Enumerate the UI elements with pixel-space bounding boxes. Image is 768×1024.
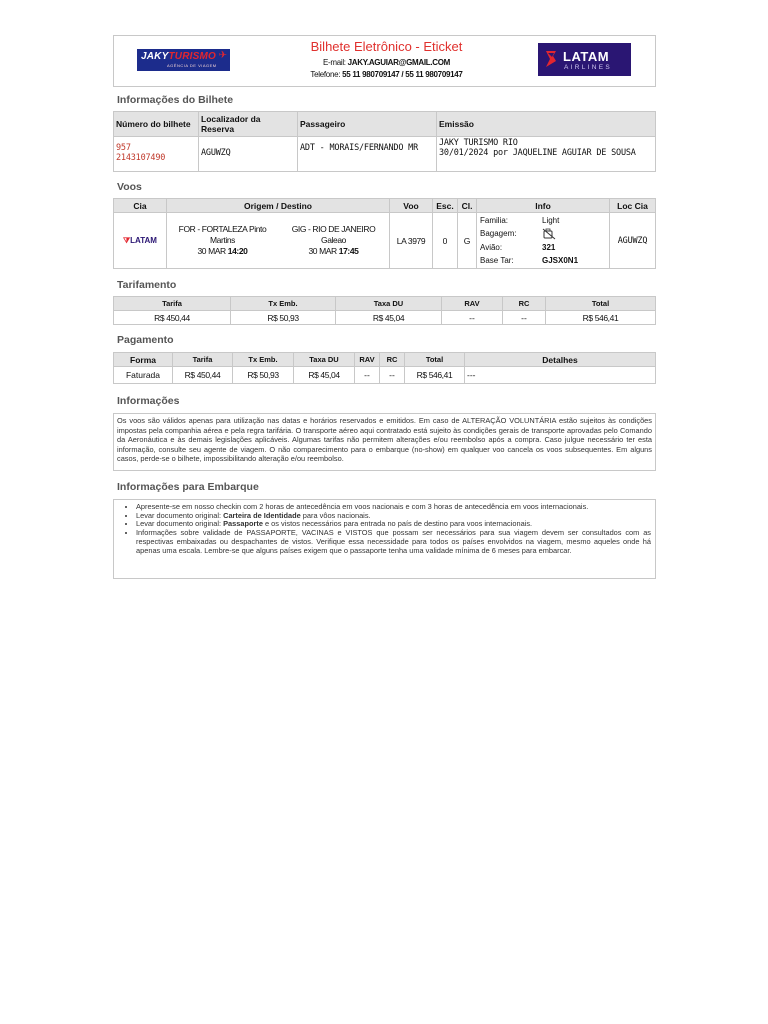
embarque-item-checkin-text: Apresente-se em nosso checkin com 2 horas de antecedência em voos nacionais e com 3 horas de antecedência em voos internacionais.: [136, 502, 589, 511]
flight-loc-cia: AGUWZQ: [610, 213, 656, 269]
aircraft-label: Avião:: [480, 242, 503, 252]
embarque-item-passaporte-post: e os vistos necessários para entrada no país de destino para voos internacionais.: [262, 519, 533, 529]
th-flight: Voo: [390, 199, 433, 213]
flight-info: [477, 213, 610, 269]
destination-date: 30 MAR: [308, 246, 339, 256]
header-email-line: [264, 58, 509, 67]
fare-taxa-du: R$ 45,04: [336, 311, 442, 325]
payment-rc: --: [380, 367, 405, 384]
payment-tx-emb: R$ 50,93: [233, 367, 294, 384]
flight-row: [114, 213, 656, 269]
no-baggage-icon: [542, 228, 556, 240]
flight-cia-name: LATAM: [130, 236, 157, 245]
th-emission: Emissão: [437, 112, 656, 137]
jaky-logo-text: [141, 51, 216, 62]
ticket-header: [113, 35, 656, 87]
embarque-item-identidade-post: para vôos nacionais.: [300, 510, 371, 520]
route-inner: [167, 223, 389, 258]
ticket-number-part2: 2143107490: [116, 153, 166, 163]
header-email: JAKY.AGUIAR@GMAIL.COM: [347, 58, 451, 67]
th-ticket-number: Número do bilhete: [114, 112, 199, 137]
informacoes-box: [113, 413, 656, 471]
family-label: Familia:: [480, 215, 509, 225]
latam-logo-sub: AIRLINES: [564, 64, 613, 71]
th-stops: Esc.: [433, 199, 458, 213]
jaky-logo-part2: TURISMO: [168, 51, 216, 62]
embarque-list: [114, 503, 651, 555]
th-payment-rav: RAV: [355, 353, 380, 367]
info-family-row: [480, 214, 606, 228]
th-loc-cia: Loc Cia: [610, 199, 656, 213]
payment-rav: --: [355, 367, 380, 384]
th-rav: RAV: [442, 297, 503, 311]
flight-destination: [278, 223, 389, 258]
informacoes-title: Informações: [117, 395, 180, 407]
th-passenger: Passageiro: [298, 112, 437, 137]
ticket-info-table: [113, 111, 656, 172]
th-payment-tx-emb: Tx Emb.: [233, 353, 294, 367]
info-aircraft-row: [480, 241, 606, 255]
th-payment-details: Detalhes: [465, 353, 656, 367]
emission-agency: JAKY TURISMO RIO: [439, 138, 518, 148]
ticket-info-title: Informações do Bilhete: [117, 94, 234, 106]
destination-datetime: [280, 246, 387, 257]
payment-taxa-du: R$ 45,04: [294, 367, 355, 384]
embarque-box: [113, 499, 656, 579]
latam-small-logo: [123, 236, 157, 245]
plane-icon: ✈: [218, 50, 227, 61]
th-tx-emb: Tx Emb.: [231, 297, 336, 311]
th-taxa-du: Taxa DU: [336, 297, 442, 311]
ticket-passenger: ADT - MORAIS/FERNANDO MR: [298, 137, 437, 172]
informacoes-text: Os voos são válidos apenas para utilização nas datas e horários reservados e emitidos. Em caso de ALTERAÇÃO VOLUNTÁRIA estão sujeitos às condições impostas pela companhia aérea e pela regra tarifária. O transporte aéreo aqui contratado está sujeito às condições gerais de transporte aprovadas pelo Comando da Aeronáutica e às demais legislações aplicáveis. Algumas tarifas não permitem alterações e/ou reembolso após a compra. Caso julgue necessário ter esta informação, consulte seu agente de viagem. O não comparecimento para o embarque (no-show) em qualquer voo cancela os voos subsequentes. Em alguns casos, perde-se o bilhete, impossibilitando alteração e/ou reembolso.: [117, 416, 652, 463]
flight-stops: 0: [433, 213, 458, 269]
fares-title: Tarifamento: [117, 279, 177, 291]
flight-number: LA 3979: [390, 213, 433, 269]
th-payment-rc: RC: [380, 353, 405, 367]
th-cia: Cia: [114, 199, 167, 213]
ticket-number: [114, 137, 199, 172]
th-origin-destination: Origem / Destino: [167, 199, 390, 213]
th-fare: Tarifa: [114, 297, 231, 311]
payment-title: Pagamento: [117, 334, 174, 346]
destination-time: 17:45: [338, 246, 359, 256]
th-rc: RC: [503, 297, 546, 311]
embarque-item-identidade-doc: Carteira de Identidade: [223, 510, 301, 520]
fare-value: R$ 450,44: [114, 311, 231, 325]
fare-family: Light: [542, 215, 560, 225]
flight-route: [167, 213, 390, 269]
payment-details: ---: [465, 367, 656, 384]
th-locator: Localizador da Reserva: [199, 112, 298, 137]
fare-rc: --: [503, 311, 546, 325]
header-phone: 55 11 980709147 / 55 11 980709147: [342, 70, 463, 79]
flight-class: G: [458, 213, 477, 269]
flights-table: [113, 198, 656, 269]
fares-table: [113, 296, 656, 325]
flight-cia: [114, 213, 167, 269]
origin-datetime: [169, 246, 276, 257]
fare-rav: --: [442, 311, 503, 325]
ticket-header-wrapper: [113, 35, 656, 87]
base-label: Base Tar:: [480, 256, 514, 265]
origin-time: 14:20: [227, 246, 248, 256]
embarque-title: Informações para Embarque: [117, 481, 259, 493]
embarque-item-identidade-pre: Levar documento original:: [136, 510, 224, 520]
payment-total: R$ 546,41: [405, 367, 465, 384]
embarque-item-validade: [136, 529, 651, 555]
destination-airport: GIG - RIO DE JANEIRO Galeao: [291, 224, 376, 245]
latam-airlines-logo: [538, 43, 631, 76]
embarque-item-passaporte-doc: Passaporte: [223, 519, 263, 529]
flights-title: Voos: [117, 181, 142, 193]
emission-date-agent: 30/01/2024 por JAQUELINE AGUIAR DE SOUSA: [439, 148, 636, 158]
th-payment-form: Forma: [114, 353, 173, 367]
jaky-logo-part1: JAKY: [141, 51, 169, 62]
payment-fare: R$ 450,44: [173, 367, 233, 384]
latam-mark-icon: [544, 49, 558, 69]
fare-base: GJSX0N1: [542, 256, 579, 265]
header-phone-line: [264, 70, 509, 79]
th-payment-fare: Tarifa: [173, 353, 233, 367]
origin-airport: FOR - FORTALEZA Pinto Martins: [178, 224, 267, 245]
latam-small-mark-icon: ⧩: [123, 236, 131, 245]
jaky-logo-sub: AGÊNCIA DE VIAGEM: [167, 63, 217, 68]
ticket-number-part1: 957: [116, 143, 131, 153]
th-total: Total: [546, 297, 656, 311]
th-class: Cl.: [458, 199, 477, 213]
payment-form: Faturada: [114, 367, 173, 384]
ticket-locator: AGUWZQ: [199, 137, 298, 172]
ticket-emission: [437, 137, 656, 172]
baggage-label: Bagagem:: [480, 229, 517, 238]
th-payment-taxa-du: Taxa DU: [294, 353, 355, 367]
flight-origin: [167, 223, 278, 258]
aircraft: 321: [542, 242, 556, 252]
page-title: Bilhete Eletrônico - Eticket: [310, 39, 463, 54]
jaky-turismo-logo: [137, 49, 230, 71]
th-info: Info: [477, 199, 610, 213]
email-label: E-mail:: [322, 58, 348, 67]
fare-tx-emb: R$ 50,93: [231, 311, 336, 325]
info-baggage-row: [480, 227, 606, 241]
phone-label: Telefone:: [310, 70, 343, 79]
embarque-item-passaporte-pre: Levar documento original:: [136, 519, 224, 529]
fare-total: R$ 546,41: [546, 311, 656, 325]
payment-table: [113, 352, 656, 384]
origin-date: 30 MAR: [197, 246, 228, 256]
embarque-item-validade-text: Informações sobre validade de PASSAPORTE, VACINAS e VISTOS que possam ser necessários para sua viagem devem ser consultados com as respectivas embaixadas ou despachantes de vistos. Verifique essa necessidade para todos os países envolvidos na viagem, mesmo aqueles onde há apenas uma escala. Lembre-se que alguns países exigem que o passaporte tenha uma validade mínima de 6 meses para embarcar.: [136, 528, 651, 555]
header-center: [264, 36, 509, 79]
th-payment-total: Total: [405, 353, 465, 367]
info-base-row: [480, 254, 606, 268]
latam-logo-main: LATAM: [563, 49, 610, 64]
